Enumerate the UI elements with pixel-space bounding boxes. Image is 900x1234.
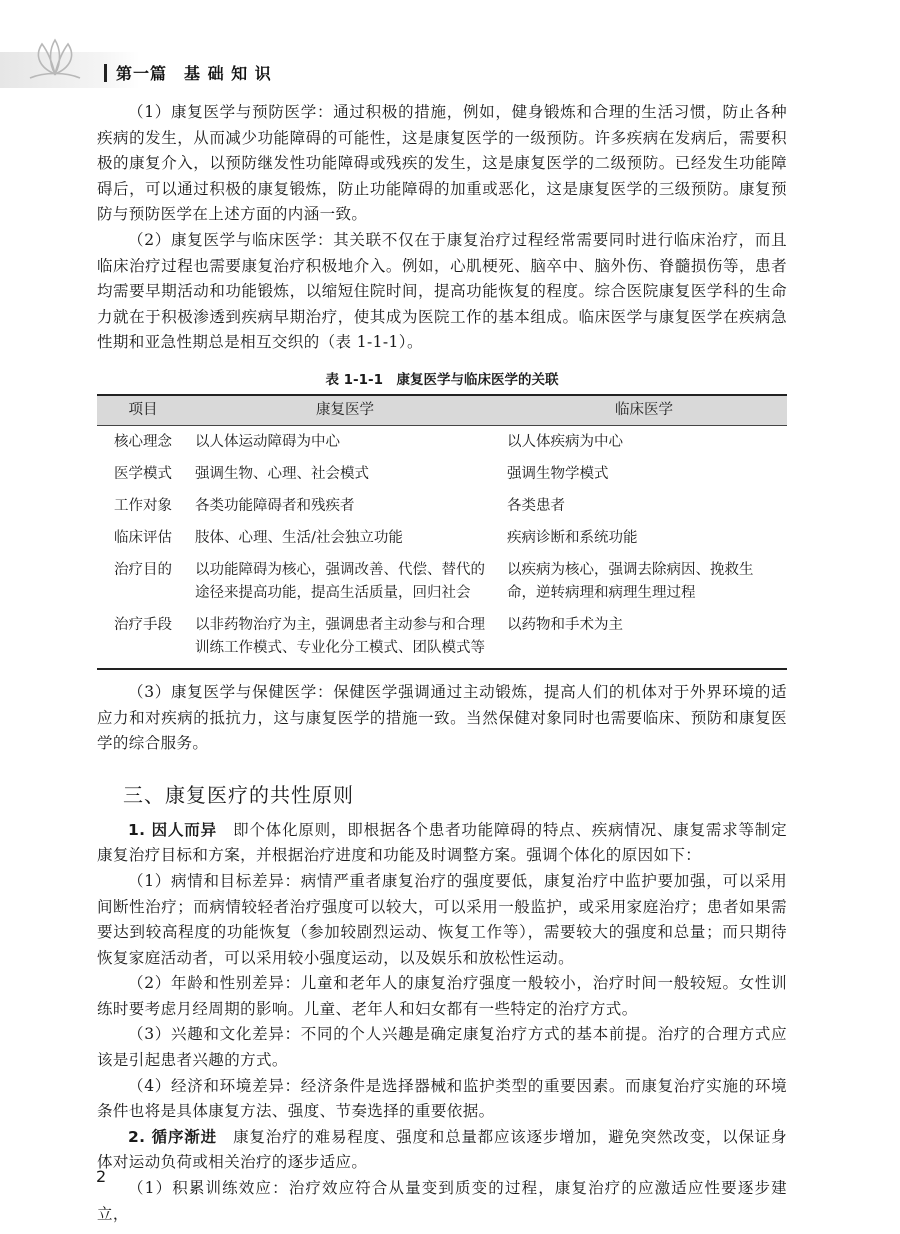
item-text: 即个体化原则，即根据各个患者功能障碍的特点、疾病情况、康复需求等制定康复治疗目标和方案，并根据治疗进度和功能及时调整方案。强调个体化的原因如下：: [97, 820, 787, 865]
table-cell: 医学模式: [114, 465, 172, 482]
paragraph-condition-diff: （1）病情和目标差异：病情严重者康复治疗的强度要低，康复治疗中监护要加强，可以采用间断性治疗；而病情较轻者治疗强度可以较大，可以采用一般监护，或采用家庭治疗；患者如果需要达到较高程度的功能恢复（参加较剧烈运动、恢复工作等），需要较大的强度和总量；而只期待恢复家庭活动者，可以采用较小强度运动，以及娱乐和放松性运动。: [97, 871, 787, 967]
table-cell: 治疗手段: [97, 609, 189, 669]
relation-table: [97, 394, 787, 670]
table-row: [97, 425, 787, 458]
table-cell: 以人体疾病为中心: [507, 433, 623, 450]
table-cell: 各类功能障碍者和残疾者: [195, 497, 355, 514]
page-body: [97, 100, 787, 1227]
table-cell: 肢体、心理、生活/社会独立功能: [195, 529, 403, 546]
table-cell: 疾病诊断和系统功能: [507, 529, 638, 546]
table-cell: 以人体运动障碍为中心: [195, 433, 340, 450]
running-header-title: 第一篇 基 础 知 识: [116, 64, 272, 83]
item-heading: 2. 循序渐进: [128, 1127, 217, 1146]
table-cell: 核心理念: [114, 433, 172, 450]
paragraph-age-sex-diff: （2）年龄和性别差异：儿童和老年人的康复治疗强度一般较小，治疗时间一般较短。女性训练时要考虑月经周期的影响。儿童、老年人和妇女都有一些特定的治疗方式。: [97, 974, 787, 1018]
table-cell: 以非药物治疗为主，强调患者主动参与和合理训练工作模式、专业化分工模式、团队模式等: [189, 609, 501, 669]
paragraph-health-care: （3）康复医学与保健医学：保健医学强调通过主动锻炼，提高人们的机体对于外界环境的适应力和对疾病的抵抗力，这与康复医学的措施一致。当然保健对象同时也需要临床、预防和康复医学的综合服务。: [97, 682, 787, 753]
table-cell: 以疾病为核心，强调去除病因、挽救生命，逆转病理和病理生理过程: [507, 561, 754, 601]
paragraph-prevention: （1）康复医学与预防医学：通过积极的措施，例如，健身锻炼和合理的生活习惯，防止各种疾病的发生，从而减少功能障碍的可能性，这是康复医学的一级预防。许多疾病在发病后，需要积极的康复介入，以预防继发性功能障碍或残疾的发生，这是康复医学的二级预防。已经发生功能障碍后，可以通过积极的康复锻炼，防止功能障碍的加重或恶化，这是康复医学的三级预防。康复预防与预防医学在上述方面的内涵一致。: [97, 103, 787, 224]
table-cell: 强调生物、心理、社会模式: [195, 465, 369, 482]
table-row: [97, 522, 787, 554]
table-cell: 以功能障碍为核心，强调改善、代偿、替代的途径来提高功能，提高生活质量，回归社会: [195, 561, 485, 601]
table-cell: 强调生物学模式: [507, 465, 609, 482]
table-header-item: 项目: [97, 395, 189, 426]
table-cell: 各类患者: [507, 497, 565, 514]
table-cell: 治疗目的: [114, 561, 172, 578]
table-row: [97, 609, 787, 669]
paragraph-individualized: [97, 818, 787, 869]
table-cell: 工作对象: [114, 497, 172, 514]
header-divider: [104, 64, 107, 82]
paragraph-interest-diff: （3）兴趣和文化差异：不同的个人兴趣是确定康复治疗方式的基本前提。治疗的合理方式应该是引起患者兴趣的方式。: [97, 1025, 787, 1070]
table-caption: 表 1-1-1 康复医学与临床医学的关联: [325, 371, 559, 388]
table-row: [97, 490, 787, 522]
table-header-clinical: 临床医学: [501, 395, 787, 426]
table-row: [97, 554, 787, 609]
page-number: 2: [96, 1167, 107, 1186]
paragraph-gradual: [97, 1125, 787, 1176]
section-heading: 三、康复医疗的共性原则: [123, 782, 354, 807]
table-header-rehab: 康复医学: [189, 395, 501, 426]
table-cell: 临床评估: [114, 529, 172, 546]
paragraph-economic-diff: （4）经济和环境差异：经济条件是选择器械和监护类型的重要因素。而康复治疗实施的环境条件也将是具体康复方法、强度、节奏选择的重要依据。: [97, 1076, 787, 1121]
table-row: [97, 458, 787, 490]
paragraph-clinical: （2）康复医学与临床医学：其关联不仅在于康复治疗过程经常需要同时进行临床治疗，而且临床治疗过程也需要康复治疗积极地介入。例如，心肌梗死、脑卒中、脑外伤、脊髓损伤等，患者均需要早期活动和功能锻炼，以缩短住院时间，提高功能恢复的程度。综合医院康复医学科的生命力就在于积极渗透到疾病早期治疗，使其成为医院工作的基本组成。临床医学与康复医学在疾病急性期和亚急性期总是相互交织的（表 1-1-1）。: [97, 230, 787, 352]
table-cell: 以药物和手术为主: [501, 609, 787, 669]
paragraph-accumulate: （1）积累训练效应：治疗效应符合从量变到质变的过程，康复治疗的应激适应性要逐步建立，: [97, 1179, 787, 1223]
lotus-emblem-icon: [22, 34, 88, 84]
item-heading: 1. 因人而异: [128, 820, 217, 839]
table-header-row: [97, 395, 787, 426]
item-text: 康复治疗的难易程度、强度和总量都应该逐步增加，避免突然改变，以保证身体对运动负荷或相关治疗的逐步适应。: [97, 1127, 787, 1172]
